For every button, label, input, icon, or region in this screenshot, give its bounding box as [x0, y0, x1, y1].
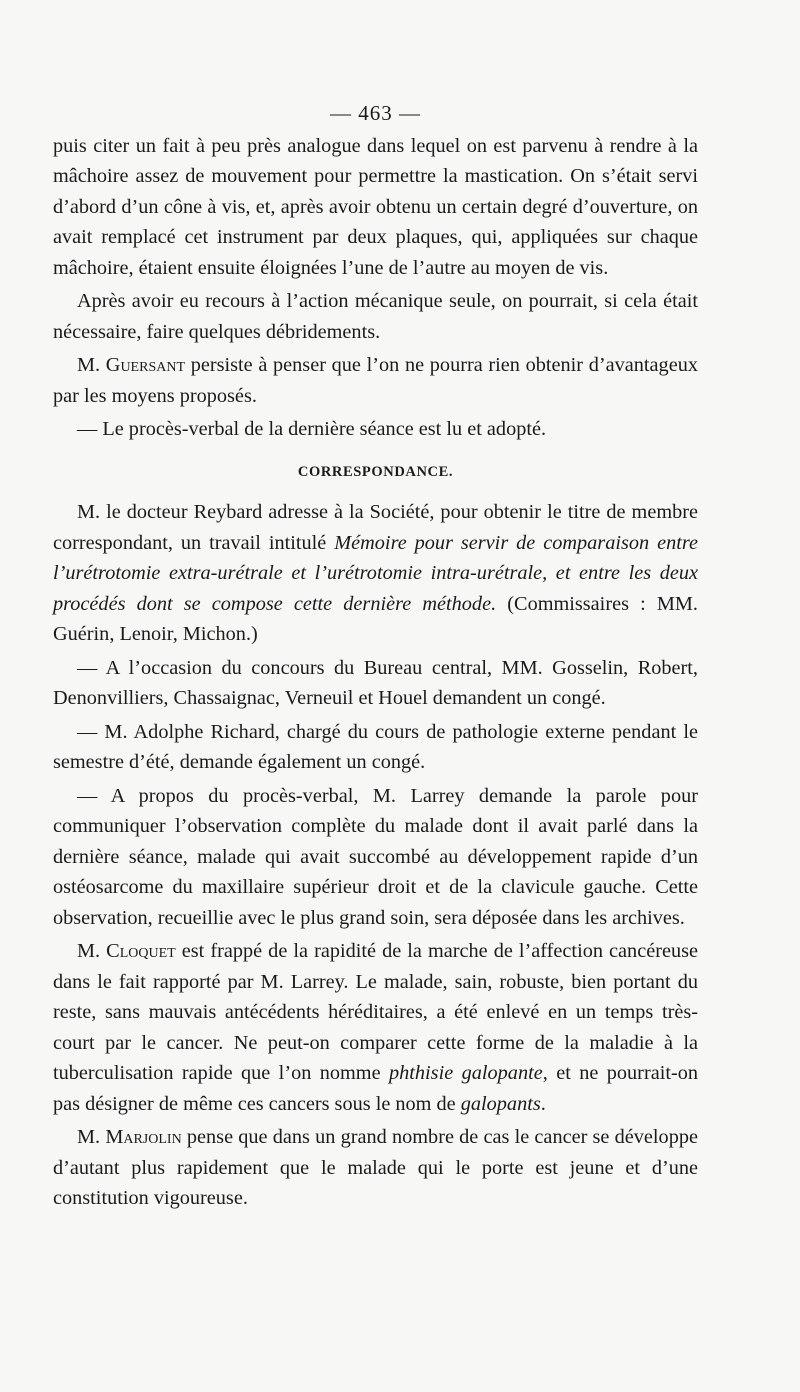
speaker-name: Marjolin	[105, 1126, 182, 1148]
paragraph-text: est frappé de la rapidité de la marche de l’affection cancéreuse dans le fait rapporté par M. Larrey. Le malade, sain, robuste, bien portant du reste, sans mauvais antécédents héréditaires, a été enlevé en un temps très-court par le cancer. Ne peut-on comparer cette forme de la maladie à la tuberculisation rapide que l’on nomme	[53, 940, 698, 1084]
speaker-name: Cloquet	[106, 940, 176, 962]
paragraph-7: — M. Adolphe Richard, chargé du cours de pathologie externe pendant le semestre d’été, demande également un congé.	[53, 720, 698, 773]
term: galopants	[460, 1092, 541, 1115]
speaker-name: Guersant	[105, 354, 186, 376]
paragraph-text: .	[540, 1092, 546, 1115]
paragraph-text: persiste à penser que l’on ne pourra rien obtenir d’avantageux par les moyens proposés.	[53, 354, 698, 407]
paragraph-1: puis citer un fait à peu près analogue dans lequel on est parvenu à rendre à la mâchoire assez de mouvement pour permettre la mastication. On s’était servi d’abord d’un cône à vis, et, après avoir obtenu un certain degré d’ouverture, on avait remplacé cet instrument par deux plaques, qui, appliquées sur chaque mâchoire, étaient ensuite éloignées l’une de l’autre au moyen de vis.	[53, 134, 698, 279]
paragraph-10	[53, 1122, 698, 1214]
paragraph-4: — Le procès-verbal de la dernière séance est lu et adopté.	[77, 418, 547, 440]
prefix: M.	[77, 1126, 106, 1148]
text-block	[53, 98, 698, 1217]
term: phthisie galopante	[388, 1062, 543, 1084]
paragraph-9	[53, 936, 698, 1119]
paragraph-5	[53, 497, 698, 650]
section-heading: CORRESPONDANCE.	[297, 463, 454, 480]
work-title: Mémoire pour servir de comparaison entre l’urétrotomie extra-urétrale et l’urétrotomie intra-urétrale, et entre les deux procédés dont se compose cette dernière méthode.	[53, 531, 698, 615]
paragraph-3	[53, 350, 698, 411]
page-number: — 463 —	[330, 101, 421, 125]
prefix: M.	[77, 354, 106, 376]
paragraph-text: , et ne pourrait-on pas désigner de même ces cancers sous le nom de	[53, 1062, 698, 1115]
paragraph-text: M. le docteur Reybard adresse à la Société, pour obtenir le titre de membre correspondant, un travail intitulé	[53, 501, 698, 554]
paragraph-text: (Commissaires : MM. Guérin, Lenoir, Michon.)	[53, 592, 698, 645]
prefix: M.	[77, 940, 107, 962]
paragraph-6: — A l’occasion du concours du Bureau central, MM. Gosselin, Robert, Denonvilliers, Chassaignac, Verneuil et Houel demandent un congé.	[53, 656, 698, 709]
paragraph-8: — A propos du procès-verbal, M. Larrey demande la parole pour communiquer l’observation complète du malade dont il avait parlé dans la dernière séance, malade qui avait succombé au développement rapide d’un ostéosarcome du maxillaire supérieur droit et de la clavicule gauche. Cette observation, recueillie avec le plus grand soin, sera déposée dans les archives.	[53, 784, 698, 929]
paragraph-2: Après avoir eu recours à l’action mécanique seule, on pourrait, si cela était nécessaire, faire quelques débridements.	[53, 290, 698, 343]
paragraph-text: pense que dans un grand nombre de cas le cancer se développe d’autant plus rapidement que le malade qui le porte est jeune et d’une constitution vigoureuse.	[53, 1126, 698, 1209]
